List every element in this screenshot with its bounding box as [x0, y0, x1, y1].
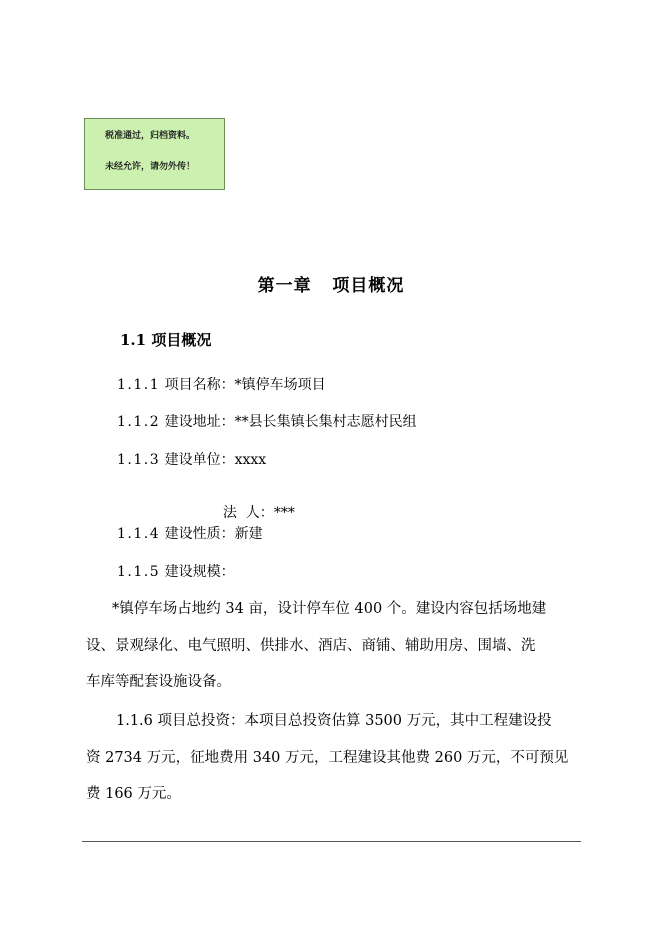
- item-label: 项目名称：: [164, 377, 235, 393]
- item-construction-unit: [117, 449, 266, 469]
- item-label: 建设性质：: [164, 526, 235, 542]
- footer-divider: [82, 841, 581, 842]
- scale-line-1: *镇停车场占地约 34 亩，设计停车位 400 个。建设内容包括场地建: [112, 601, 547, 617]
- section-title: 1.1 项目概况: [120, 331, 212, 349]
- item-construction-scale: [117, 561, 235, 581]
- item-value: **县长集镇长集村志愿村民组: [234, 414, 417, 430]
- item-label: 法 人：: [222, 505, 274, 521]
- item-number: 1.1.5: [117, 564, 161, 580]
- scale-line-2: 设、景观绿化、电气照明、供排水、酒店、商铺、辅助用房、围墙、洗: [86, 638, 536, 654]
- item-value: 新建: [234, 526, 263, 542]
- item-project-address: [117, 411, 417, 431]
- item-label: 建设单位：: [164, 452, 235, 468]
- item-number: 1.1.4: [117, 526, 161, 542]
- note-line-approved: 税准通过，归档资料。: [105, 131, 196, 141]
- item-label: 建设地址：: [164, 414, 235, 430]
- item-value: ***: [273, 505, 295, 521]
- approval-note-box: [84, 118, 225, 190]
- item-number: 1.1.2: [117, 414, 161, 430]
- item-value: *镇停车场项目: [234, 377, 326, 393]
- item-number: 1.1.1: [117, 377, 161, 393]
- investment-line-3: 费 166 万元。: [86, 786, 181, 802]
- item-label: 建设规模：: [164, 564, 235, 580]
- chapter-title: 第一章 项目概况: [257, 276, 405, 296]
- scale-line-3: 车库等配套设施设备。: [86, 674, 231, 690]
- note-line-confidential: 未经允许，请勿外传！: [105, 162, 196, 172]
- investment-line-1: 1.1.6 项目总投资：本项目总投资估算 3500 万元，其中工程建设投: [116, 713, 552, 729]
- item-project-name: [117, 374, 326, 394]
- item-legal-person: [214, 486, 295, 522]
- item-number: 1.1.3: [117, 452, 161, 468]
- investment-line-2: 资 2734 万元，征地费用 340 万元，工程建设其他费 260 万元，不可预见: [86, 750, 569, 766]
- item-value: xxxx: [234, 452, 267, 468]
- item-construction-nature: [117, 523, 263, 543]
